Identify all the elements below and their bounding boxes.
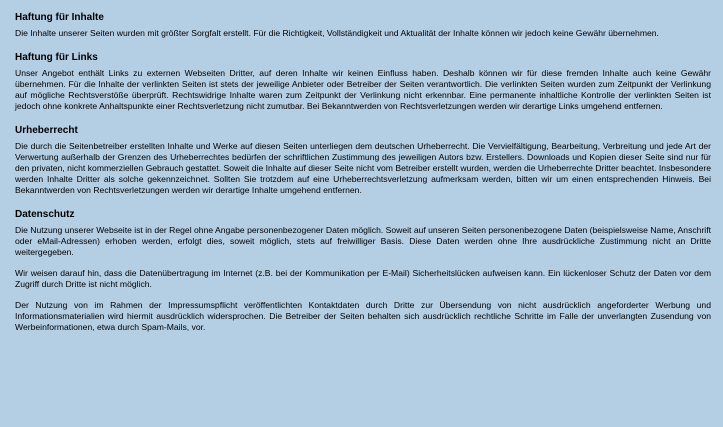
section-paragraph: Die Nutzung unserer Webseite ist in der Regel ohne Angabe personenbezogener Daten möglich. Soweit auf unseren Seiten personenbezogene Daten (beispielsweise Name, Anschrift oder eMail-Adressen) erhoben werden, erfolgt dies, soweit möglich, stets auf freiwilliger Basis. Diese Daten werden ohne Ihre ausdrückliche Zustimmung nicht an Dritte weitergegeben. <box>15 225 711 257</box>
section-paragraph: Die Inhalte unserer Seiten wurden mit größter Sorgfalt erstellt. Für die Richtigkeit, Vollständigkeit und Aktualität der Inhalte können wir jedoch keine Gewähr übernehmen. <box>15 28 659 38</box>
section-heading: Haftung für Links <box>15 52 98 63</box>
section-heading: Haftung für Inhalte <box>15 12 104 23</box>
section-paragraph: Unser Angebot enthält Links zu externen Webseiten Dritter, auf deren Inhalte wir keinen Einfluss haben. Deshalb können wir für diese fremden Inhalte auch keine Gewähr übernehmen. Für die Inhalte der verlinkten Seiten ist stets der jeweilige Anbieter oder Betreiber der Seiten verantwortlich. Die verlinkten Seiten wurden zum Zeitpunkt der Verlinkung auf mögliche Rechtsverstöße überprüft. Rechtswidrige Inhalte waren zum Zeitpunkt der Verlinkung nicht erkennbar. Eine permanente inhaltliche Kontrolle der verlinkten Seiten ist jedoch ohne konkrete Anhaltspunkte einer Rechtsverletzung nicht zumutbar. Bei Bekanntwerden von Rechtsverletzungen werden wir derartige Links umgehend entfernen. <box>15 68 711 111</box>
section-haftung-links <box>15 52 711 112</box>
section-paragraph: Wir weisen darauf hin, dass die Datenübertragung im Internet (z.B. bei der Kommunikation per E-Mail) Sicherheitslücken aufweisen kann. Ein lückenloser Schutz der Daten vor dem Zugriff durch Dritte ist nicht möglich. <box>15 268 711 289</box>
section-heading: Datenschutz <box>15 209 75 220</box>
section-heading: Urheberrecht <box>15 125 78 136</box>
section-haftung-inhalte <box>15 12 711 39</box>
section-datenschutz <box>15 209 711 333</box>
section-paragraph: Die durch die Seitenbetreiber erstellten Inhalte und Werke auf diesen Seiten unterliegen dem deutschen Urheberrecht. Die Vervielfältigung, Bearbeitung, Verbreitung und jede Art der Verwertung außerhalb der Grenzen des Urheberrechtes bedürfen der schriftlichen Zustimmung des jeweiligen Autors bzw. Erstellers. Downloads und Kopien dieser Seite sind nur für den privaten, nicht kommerziellen Gebrauch gestattet. Soweit die Inhalte auf dieser Seite nicht vom Betreiber erstellt wurden, werden die Urheberrechte Dritter beachtet. Insbesondere werden Inhalte Dritter als solche gekennzeichnet. Sollten Sie trotzdem auf eine Urheberrechtsverletzung aufmerksam werden, bitten wir um einen entsprechenden Hinweis. Bei Bekanntwerden von Rechtsverletzungen werden wir derartige Inhalte umgehend entfernen. <box>15 141 711 195</box>
section-paragraph: Der Nutzung von im Rahmen der Impressumspflicht veröffentlichten Kontaktdaten durch Dritte zur Übersendung von nicht ausdrücklich angeforderter Werbung und Informationsmaterialien wird hiermit ausdrücklich widersprochen. Die Betreiber der Seiten behalten sich ausdrücklich rechtliche Schritte im Falle der unverlangten Zusendung von Werbeinformationen, etwa durch Spam-Mails, vor. <box>15 300 711 332</box>
section-urheberrecht <box>15 125 711 196</box>
